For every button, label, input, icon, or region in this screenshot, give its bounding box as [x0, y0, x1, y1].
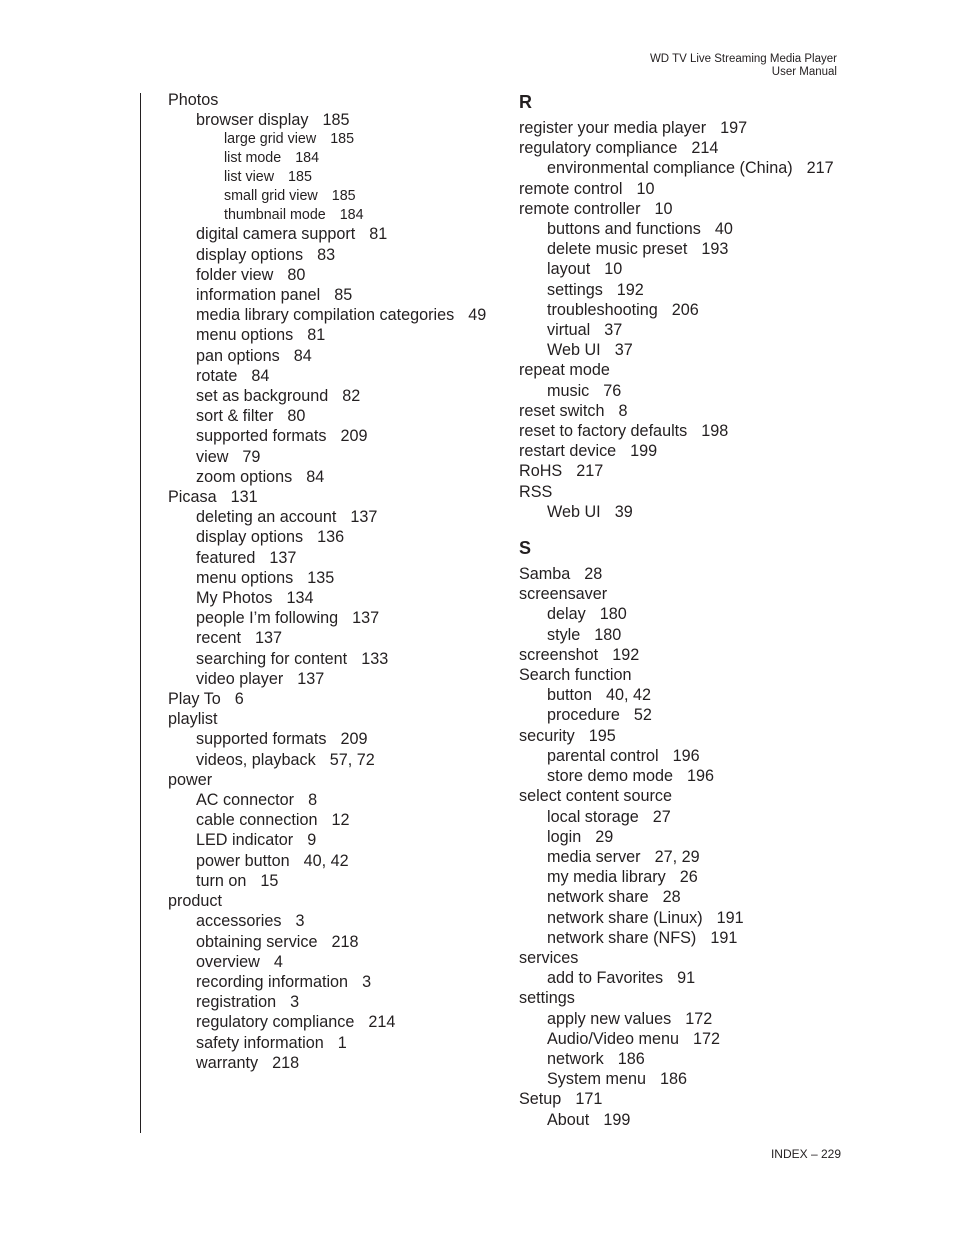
index-term: thumbnail mode — [224, 206, 326, 223]
index-subentry — [519, 928, 834, 948]
index-term: Photos — [168, 91, 219, 109]
index-term: display options — [196, 245, 304, 264]
page-reference: 209 — [340, 427, 368, 446]
index-term: apply new values — [547, 1009, 672, 1028]
index-subentry — [168, 527, 486, 547]
index-subentry — [519, 604, 834, 624]
index-subentry — [519, 219, 834, 239]
page-reference: 199 — [630, 442, 658, 461]
page-reference: 184 — [295, 150, 320, 167]
index-term: Play To — [168, 690, 221, 709]
index-term: turn on — [196, 871, 247, 890]
index-subentry — [519, 908, 834, 928]
page-reference: 12 — [331, 811, 350, 830]
index-term: product — [168, 892, 222, 911]
page-reference: 9 — [307, 831, 317, 850]
index-term: System menu — [547, 1070, 646, 1089]
index-term: environmental compliance (China) — [547, 159, 793, 178]
index-term: power button — [196, 851, 290, 870]
index-entry — [519, 360, 834, 380]
index-subentry — [168, 386, 486, 406]
index-term: list mode — [224, 150, 282, 167]
index-term: recording information — [196, 972, 349, 991]
page-reference: 40, 42 — [303, 851, 349, 870]
index-term: troubleshooting — [547, 300, 658, 319]
index-subentry — [168, 406, 486, 426]
index-term: small grid view — [224, 187, 318, 204]
index-subentry — [519, 807, 834, 827]
index-term: overview — [196, 952, 260, 971]
index-term: sort & filter — [196, 407, 274, 426]
page-reference: 1 — [337, 1033, 347, 1052]
page-reference: 137 — [350, 508, 378, 527]
index-term: video player — [196, 669, 284, 688]
index-subentry — [519, 1029, 834, 1049]
index-subentry — [168, 1012, 486, 1032]
index-term: display options — [196, 528, 304, 547]
document-header — [650, 53, 837, 79]
index-entry — [519, 138, 834, 158]
index-subentry — [519, 968, 834, 988]
index-entry — [519, 118, 834, 138]
index-term: list view — [224, 169, 275, 185]
index-subentry — [519, 259, 834, 279]
page-reference: 57, 72 — [329, 750, 375, 769]
index-term: screenshot — [519, 645, 599, 664]
margin-rule — [140, 93, 141, 1133]
index-term: regulatory compliance — [196, 1013, 355, 1032]
index-term: searching for content — [196, 649, 348, 668]
page-reference: 192 — [616, 280, 644, 299]
index-term: browser display — [196, 111, 309, 130]
index-subentry — [519, 827, 834, 847]
index-subentry — [168, 932, 486, 952]
page-reference: 40 — [714, 220, 733, 239]
page-reference: 15 — [260, 871, 279, 890]
page-reference: 217 — [576, 462, 604, 481]
page-reference: 84 — [293, 346, 312, 365]
index-subentry — [168, 110, 486, 130]
index-term: power — [168, 770, 213, 789]
index-term: folder view — [196, 265, 274, 284]
index-subentry — [519, 847, 834, 867]
page-reference: 180 — [599, 605, 627, 624]
index-entry — [519, 726, 834, 746]
index-term: people I’m following — [196, 609, 339, 628]
index-subentry — [168, 750, 486, 770]
index-term: AC connector — [196, 791, 295, 810]
index-entry — [519, 482, 834, 502]
page-reference: 206 — [671, 300, 699, 319]
index-term: security — [519, 726, 575, 745]
index-term: supported formats — [196, 427, 327, 446]
index-term: recent — [196, 629, 241, 648]
index-term: restart device — [519, 442, 617, 461]
index-subentry — [168, 1053, 486, 1073]
index-term: settings — [519, 989, 575, 1008]
page-reference: 4 — [273, 952, 283, 971]
index-term: settings — [547, 280, 603, 299]
page-reference: 186 — [659, 1070, 687, 1089]
index-term: My Photos — [196, 589, 273, 608]
index-term: media library compilation categories — [196, 306, 455, 325]
page-reference: 80 — [287, 407, 306, 426]
page-reference: 135 — [307, 568, 335, 587]
page-reference: 8 — [618, 401, 628, 420]
page-reference: 76 — [603, 381, 622, 400]
index-subentry — [168, 952, 486, 972]
page-reference: 137 — [297, 669, 325, 688]
index-subentry — [168, 669, 486, 689]
page-reference: 26 — [679, 868, 698, 887]
index-term: About — [547, 1110, 590, 1129]
index-term: LED indicator — [196, 831, 294, 850]
index-entry — [168, 709, 486, 729]
manual-title: WD TV Live Streaming Media Player — [649, 53, 837, 65]
index-subentry — [519, 887, 834, 907]
index-term: remote controller — [519, 199, 641, 218]
index-subentry — [168, 130, 486, 149]
index-entry — [519, 421, 834, 441]
index-entry — [519, 948, 834, 968]
index-entry — [168, 770, 486, 790]
index-term: digital camera support — [196, 225, 356, 244]
index-subentry — [168, 447, 486, 467]
page-reference: 39 — [614, 502, 633, 521]
page-reference: 199 — [603, 1110, 631, 1129]
index-term: warranty — [196, 1053, 259, 1072]
page-reference: 8 — [308, 791, 318, 810]
page-reference: 193 — [701, 240, 729, 259]
index-term: obtaining service — [196, 932, 318, 951]
index-subentry — [519, 1110, 834, 1130]
index-term: Web UI — [547, 502, 601, 521]
index-term: register your media player — [519, 119, 707, 137]
index-entry — [519, 461, 834, 481]
index-subentry — [519, 239, 834, 259]
page-reference: 192 — [612, 645, 640, 664]
index-term: my media library — [547, 868, 666, 887]
index-term: Picasa — [168, 488, 217, 507]
index-subentry — [168, 245, 486, 265]
index-entry — [168, 689, 486, 709]
page-reference: 218 — [272, 1053, 300, 1072]
section-letter-heading: R — [519, 92, 532, 112]
index-term: Setup — [519, 1090, 562, 1109]
page-reference: 209 — [340, 730, 368, 749]
page-reference: 180 — [594, 625, 622, 644]
index-entry — [519, 665, 834, 685]
index-term: network share — [547, 888, 649, 907]
index-term: network share (Linux) — [547, 908, 703, 927]
page-reference: 134 — [286, 589, 314, 608]
index-term: Audio/Video menu — [547, 1029, 679, 1048]
index-term: set as background — [196, 387, 329, 406]
section-letter-heading: S — [519, 538, 532, 559]
index-entry — [519, 988, 834, 1008]
index-term: safety information — [196, 1033, 324, 1052]
page-reference: 137 — [255, 629, 283, 648]
page-reference: 214 — [368, 1013, 396, 1032]
index-term: add to Favorites — [547, 969, 664, 988]
page-reference: 10 — [654, 199, 673, 218]
page-reference: 10 — [636, 179, 655, 198]
page-reference: 172 — [693, 1029, 721, 1048]
index-term: RSS — [519, 482, 553, 501]
index-subentry — [168, 810, 486, 830]
index-term: delay — [547, 605, 586, 624]
index-subentry — [168, 206, 486, 225]
page-reference: 79 — [242, 447, 261, 466]
page-reference: 185 — [288, 169, 312, 185]
page-reference: 40, 42 — [606, 686, 652, 705]
page-reference: 28 — [662, 888, 681, 907]
index-term: menu options — [196, 568, 294, 587]
page-reference: 82 — [342, 387, 361, 406]
index-subentry — [168, 305, 486, 325]
index-term: store demo mode — [547, 767, 673, 786]
page-reference: 85 — [334, 286, 353, 304]
index-entry — [519, 1089, 834, 1109]
index-subentry — [519, 1069, 834, 1089]
index-term: zoom options — [196, 467, 293, 486]
page-reference: 196 — [686, 767, 714, 786]
page-reference: 29 — [595, 827, 614, 846]
index-term: Search function — [519, 666, 632, 685]
index-term: registration — [196, 993, 277, 1012]
index-entry — [519, 786, 834, 806]
page-reference: 196 — [672, 746, 700, 765]
page-reference: 84 — [251, 366, 270, 385]
index-term: Samba — [519, 565, 571, 584]
index-subentry — [168, 187, 486, 206]
page-reference: 3 — [295, 912, 305, 931]
index-entry — [519, 564, 834, 584]
index-term: network share (NFS) — [547, 928, 697, 947]
index-entry — [168, 90, 486, 110]
page-reference: 133 — [361, 649, 389, 668]
index-subentry — [519, 867, 834, 887]
page-reference: 27 — [652, 807, 671, 826]
index-subentry — [519, 502, 834, 522]
index-term: cable connection — [196, 811, 318, 830]
index-subentry — [519, 381, 834, 401]
index-subentry — [519, 1009, 834, 1029]
index-subentry — [168, 729, 486, 749]
index-term: music — [547, 381, 590, 400]
page-reference: 83 — [317, 245, 336, 264]
index-term: large grid view — [224, 131, 317, 148]
index-subentry — [168, 628, 486, 648]
index-term: delete music preset — [547, 240, 688, 259]
index-entry — [519, 401, 834, 421]
index-subentry — [519, 1049, 834, 1069]
page-reference: 80 — [287, 265, 306, 284]
index-subentry — [519, 625, 834, 645]
page-footer: INDEX – 229 — [770, 1147, 841, 1161]
index-column-left — [168, 90, 486, 1073]
index-subentry — [168, 366, 486, 386]
index-subentry — [519, 705, 834, 725]
index-subentry — [168, 346, 486, 366]
index-subentry — [519, 280, 834, 300]
index-entry — [519, 645, 834, 665]
index-subentry — [168, 1033, 486, 1053]
index-term: RoHS — [519, 462, 563, 481]
index-subentry — [168, 851, 486, 871]
index-subentry — [168, 168, 486, 187]
index-subentry — [168, 285, 486, 305]
index-term: network — [547, 1049, 604, 1068]
index-term: featured — [196, 548, 256, 567]
index-term: media server — [547, 847, 641, 866]
index-term: deleting an account — [196, 508, 337, 527]
page-reference: 136 — [317, 528, 345, 547]
page-reference: 131 — [230, 488, 258, 507]
page-reference: 52 — [633, 706, 652, 725]
index-column-right — [519, 90, 834, 1130]
index-subentry — [168, 467, 486, 487]
index-entry — [168, 891, 486, 911]
page-reference: 10 — [604, 260, 623, 279]
index-subentry — [168, 568, 486, 588]
page-reference: 84 — [306, 467, 325, 486]
index-subentry — [168, 972, 486, 992]
index-entry — [168, 487, 486, 507]
index-term: Web UI — [547, 341, 601, 360]
index-subentry — [519, 340, 834, 360]
page-reference: 27, 29 — [654, 847, 700, 866]
page-reference: 197 — [720, 119, 748, 137]
page-reference: 81 — [369, 225, 388, 244]
index-subentry — [168, 265, 486, 285]
index-term: services — [519, 948, 579, 967]
index-term: select content source — [519, 787, 672, 806]
page-reference: 3 — [290, 993, 300, 1012]
page-reference: 185 — [331, 187, 356, 204]
index-entry — [519, 584, 834, 604]
index-term: view — [196, 447, 229, 466]
index-subentry — [168, 911, 486, 931]
index-term: repeat mode — [519, 361, 610, 380]
page-reference: 6 — [234, 690, 244, 709]
page-reference: 137 — [269, 548, 297, 567]
index-term: supported formats — [196, 730, 327, 749]
page-reference: 214 — [691, 139, 719, 158]
index-term: regulatory compliance — [519, 139, 678, 158]
index-subentry — [168, 507, 486, 527]
index-subentry — [168, 588, 486, 608]
page-reference: 28 — [584, 565, 603, 584]
page-reference: 191 — [716, 908, 744, 927]
page-reference: 171 — [575, 1090, 603, 1109]
index-subentry — [168, 325, 486, 345]
index-term: reset switch — [519, 401, 605, 420]
index-subentry — [519, 300, 834, 320]
page-reference: 195 — [588, 726, 616, 745]
index-subentry — [168, 871, 486, 891]
index-subentry — [168, 548, 486, 568]
page-reference: 37 — [604, 321, 623, 340]
index-entry — [519, 199, 834, 219]
index-subentry — [168, 426, 486, 446]
index-term: menu options — [196, 326, 294, 345]
index-term: playlist — [168, 710, 218, 729]
index-term: local storage — [547, 807, 639, 826]
index-term: rotate — [196, 366, 238, 385]
index-term: accessories — [196, 912, 282, 931]
page-reference: 191 — [710, 928, 738, 947]
page-reference: 81 — [307, 326, 326, 345]
index-term: screensaver — [519, 585, 608, 604]
page-reference: 37 — [614, 341, 633, 360]
index-subentry — [519, 320, 834, 340]
page-reference: 217 — [806, 159, 834, 178]
index-subentry — [168, 149, 486, 168]
index-term: button — [547, 686, 593, 705]
index-subentry — [519, 746, 834, 766]
index-term: buttons and functions — [547, 220, 701, 239]
page-reference: 172 — [685, 1009, 713, 1028]
manual-subtitle: User Manual — [771, 66, 837, 78]
page-reference: 198 — [701, 422, 729, 441]
page-reference: 137 — [352, 609, 380, 628]
index-subentry — [168, 608, 486, 628]
page-reference: 185 — [330, 131, 355, 148]
index-subentry — [168, 790, 486, 810]
index-entry — [519, 441, 834, 461]
index-term: virtual — [547, 321, 591, 340]
index-subentry — [519, 158, 834, 178]
index-term: style — [547, 625, 581, 644]
index-subentry — [168, 224, 486, 244]
section-spacer — [519, 522, 834, 536]
index-subentry — [519, 766, 834, 786]
index-subentry — [168, 992, 486, 1012]
index-term: procedure — [547, 706, 620, 725]
index-term: parental control — [547, 746, 659, 765]
index-subentry — [168, 830, 486, 850]
index-term: videos, playback — [196, 750, 316, 769]
index-subentry — [168, 649, 486, 669]
index-term: information panel — [196, 286, 321, 304]
page-reference: 3 — [362, 972, 372, 991]
index-entry — [519, 179, 834, 199]
page-reference: 218 — [331, 932, 359, 951]
index-term: reset to factory defaults — [519, 422, 688, 441]
page-reference: 186 — [617, 1049, 645, 1068]
page-reference: 184 — [339, 206, 364, 223]
page-reference: 91 — [677, 969, 696, 988]
page-reference: 49 — [468, 306, 487, 325]
index-term: remote control — [519, 179, 623, 198]
index-subentry — [519, 685, 834, 705]
page-reference: 185 — [322, 111, 350, 130]
index-term: layout — [547, 260, 591, 279]
index-term: pan options — [196, 346, 280, 365]
index-term: login — [547, 827, 582, 846]
